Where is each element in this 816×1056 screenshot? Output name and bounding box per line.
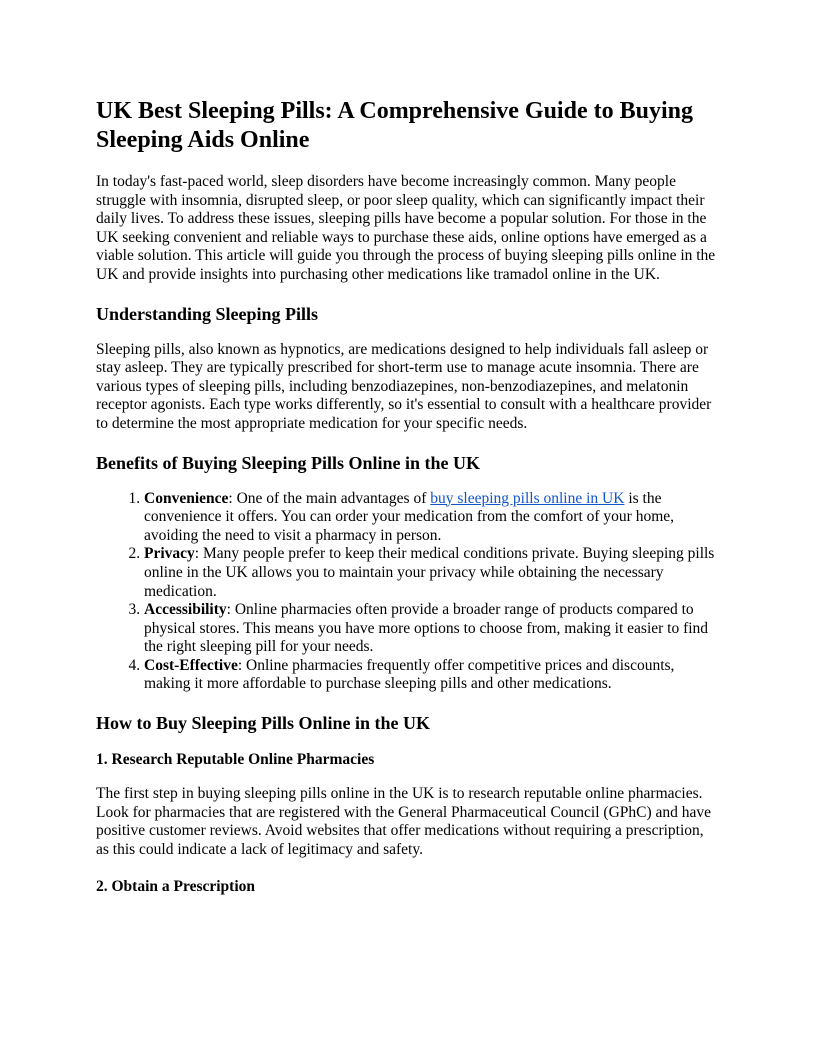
section-heading-understanding: Understanding Sleeping Pills <box>96 303 319 324</box>
section-heading-benefits: Benefits of Buying Sleeping Pills Online in the UK <box>96 452 481 473</box>
benefit-text: : Online pharmacies often provide a broader range of products compared to physical stores. This means you have more options to choose from, making it easier to find the right sleeping pill for your needs. <box>144 601 709 656</box>
benefit-text: : Online pharmacies frequently offer competitive prices and discounts, making it more affordable to purchase sleeping pills and other medications. <box>144 656 675 693</box>
benefit-text: : One of the main advantages of <box>228 489 431 507</box>
understanding-paragraph: Sleeping pills, also known as hypnotics, are medications designed to help individuals fall asleep or stay asleep. They are typically prescribed for short-term use to manage acute insomnia. There are various types of sleeping pills, including benzodiazepines, non-benzodiazepines, and melatonin receptor agonists. Each type works differently, so it's essential to consult with a healthcare provider to determine the most appropriate medication for your specific needs. <box>96 340 712 432</box>
step-heading-prescription: 2. Obtain a Prescription <box>96 878 256 896</box>
benefit-term: Accessibility <box>144 601 227 619</box>
page-title: UK Best Sleeping Pills: A Comprehensive Guide to Buying Sleeping Aids Online <box>96 98 693 153</box>
benefit-text: : Many people prefer to keep their medical conditions private. Buying sleeping pills online in the UK allows you to maintain your privacy while obtaining the necessary medication. <box>144 545 715 600</box>
list-item <box>144 545 720 601</box>
list-item <box>144 490 720 546</box>
step-heading-research: 1. Research Reputable Online Pharmacies <box>96 751 375 769</box>
buy-sleeping-pills-link[interactable]: buy sleeping pills online in UK <box>430 489 625 507</box>
step-research-paragraph: The first step in buying sleeping pills online in the UK is to research reputable online pharmacies. Look for pharmacies that are registered with the General Pharmaceutical Council (GPhC) and have positive customer reviews. Avoid websites that offer medications without requiring a prescription, as this could indicate a lack of legitimacy and safety. <box>96 785 712 858</box>
section-heading-howto: How to Buy Sleeping Pills Online in the UK <box>96 713 431 734</box>
document-page <box>96 97 720 912</box>
benefits-list <box>96 490 720 695</box>
intro-paragraph: In today's fast-paced world, sleep disorders have become increasingly common. Many people struggle with insomnia, disrupted sleep, or poor sleep quality, which can significantly impact their daily lives. To address these issues, sleeping pills have become a popular solution. For those in the UK seeking convenient and reliable ways to purchase these aids, online options have emerged as a viable solution. This article will guide you through the process of buying sleeping pills online in the UK and provide insights into purchasing other medications like tramadol online in the UK. <box>96 173 716 283</box>
benefit-term: Cost-Effective <box>144 656 238 674</box>
benefit-term: Privacy <box>144 545 195 563</box>
benefit-text: is the convenience it offers. You can order your medication from the comfort of your home, avoiding the need to visit a pharmacy in person. <box>144 489 675 544</box>
list-item <box>144 657 720 694</box>
benefit-term: Convenience <box>144 489 229 507</box>
list-item <box>144 601 720 657</box>
